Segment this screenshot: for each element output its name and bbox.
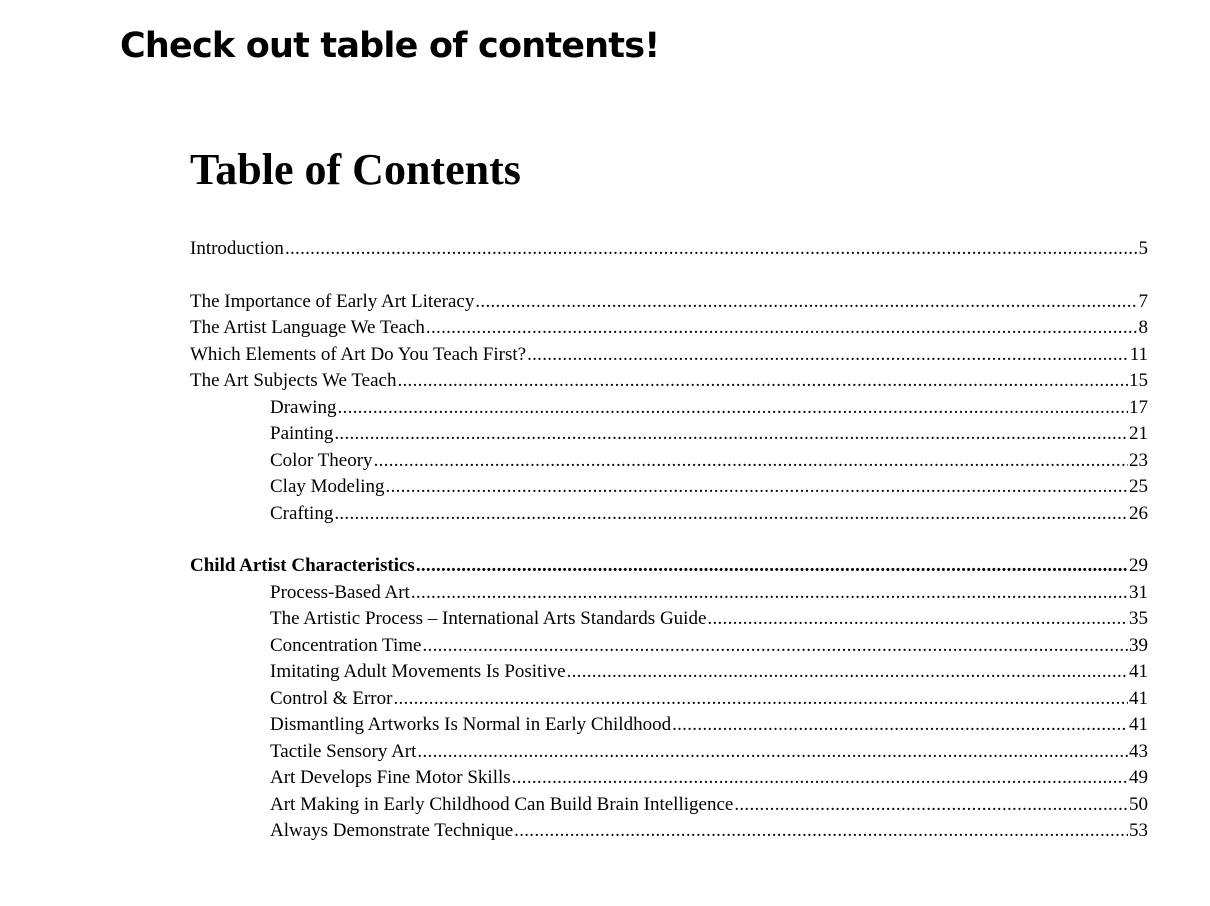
toc-entry-label: Child Artist Characteristics xyxy=(190,555,415,576)
table-of-contents xyxy=(190,236,1148,845)
toc-subentry xyxy=(190,580,1148,607)
dot-leader xyxy=(707,606,1128,633)
toc-subentry xyxy=(190,765,1148,792)
toc-entry-label: The Artist Language We Teach xyxy=(190,317,425,338)
dot-leader xyxy=(475,289,1137,316)
dot-leader xyxy=(334,421,1128,448)
toc-subentry xyxy=(190,633,1148,660)
toc-entry-label: Introduction xyxy=(190,238,284,259)
toc-entry-label: Clay Modeling xyxy=(270,476,385,497)
toc-subentry xyxy=(190,712,1148,739)
toc-entry-label: Art Develops Fine Motor Skills xyxy=(270,767,511,788)
dot-leader xyxy=(334,501,1128,528)
dot-leader xyxy=(672,712,1128,739)
dot-leader xyxy=(567,659,1128,686)
toc-entry-page: 41 xyxy=(1129,687,1148,709)
toc-subentry xyxy=(190,448,1148,475)
dot-leader xyxy=(514,818,1128,845)
toc-entry-page: 23 xyxy=(1129,449,1148,471)
dot-leader xyxy=(337,395,1128,422)
dot-leader xyxy=(416,553,1128,580)
toc-entry-label: Imitating Adult Movements Is Positive xyxy=(270,661,566,682)
toc-entry-label: Which Elements of Art Do You Teach First? xyxy=(190,343,527,365)
toc-subentry xyxy=(190,474,1148,501)
toc-entry-page: 8 xyxy=(1138,317,1148,338)
toc-entry xyxy=(190,368,1148,395)
toc-entry-page: 26 xyxy=(1129,502,1148,524)
toc-entry-page: 17 xyxy=(1129,396,1148,418)
toc-entry xyxy=(190,315,1148,342)
toc-entry-label: The Importance of Early Art Literacy xyxy=(190,290,475,312)
toc-entry-label: The Art Subjects We Teach xyxy=(190,370,397,391)
toc-subentry xyxy=(190,501,1148,528)
toc-entry-label: Dismantling Artworks Is Normal in Early Childhood xyxy=(270,714,672,735)
toc-entry-page: 5 xyxy=(1138,238,1148,259)
toc-entry-label: Color Theory xyxy=(270,449,373,471)
toc-entry-page: 29 xyxy=(1129,555,1148,576)
dot-leader xyxy=(393,686,1128,713)
toc-subentry xyxy=(190,739,1148,766)
toc-entry-page: 49 xyxy=(1129,767,1148,788)
toc-entry-page: 43 xyxy=(1129,740,1148,762)
toc-entry-page: 21 xyxy=(1129,423,1148,444)
dot-leader xyxy=(417,739,1128,766)
toc-entry-label: Concentration Time xyxy=(270,634,422,656)
toc-entry-label: Painting xyxy=(270,423,334,444)
toc-entry-label: Art Making in Early Childhood Can Build Brain Intelligence xyxy=(270,793,734,815)
dot-leader xyxy=(422,633,1128,660)
dot-leader xyxy=(397,368,1128,395)
toc-subentry xyxy=(190,421,1148,448)
toc-entry-page: 25 xyxy=(1129,476,1148,497)
toc-entry-page: 39 xyxy=(1129,634,1148,656)
toc-subentry xyxy=(190,686,1148,713)
toc-entry-label: Drawing xyxy=(270,396,337,418)
toc-entry-page: 41 xyxy=(1129,714,1148,735)
toc-entry-page: 7 xyxy=(1138,290,1148,312)
toc-subentry xyxy=(190,792,1148,819)
dot-leader xyxy=(512,765,1128,792)
toc-entry-page: 35 xyxy=(1129,608,1148,629)
toc-section-entry xyxy=(190,553,1148,580)
toc-entry-page: 11 xyxy=(1129,343,1148,365)
toc-title: Table of Contents xyxy=(190,145,521,194)
toc-subentry xyxy=(190,395,1148,422)
toc-subentry xyxy=(190,818,1148,845)
toc-entry-page: 15 xyxy=(1129,370,1148,391)
toc-subentry xyxy=(190,606,1148,633)
dot-leader xyxy=(285,236,1138,263)
toc-entry-label: Tactile Sensory Art xyxy=(270,740,417,762)
dot-leader xyxy=(411,580,1128,607)
toc-entry-label: Always Demonstrate Technique xyxy=(270,820,514,841)
toc-entry-page: 31 xyxy=(1129,581,1148,603)
toc-subentry xyxy=(190,659,1148,686)
dot-leader xyxy=(527,342,1129,369)
dot-leader xyxy=(734,792,1128,819)
toc-entry xyxy=(190,342,1148,369)
headline: Check out table of contents! xyxy=(120,26,660,66)
toc-entry-page: 53 xyxy=(1129,820,1148,841)
toc-entry xyxy=(190,236,1148,263)
toc-entry-label: The Artistic Process – International Arts Standards Guide xyxy=(270,608,707,629)
dot-leader xyxy=(386,474,1128,501)
toc-entry xyxy=(190,289,1148,316)
dot-leader xyxy=(374,448,1128,475)
toc-entry-label: Process-Based Art xyxy=(270,581,410,603)
toc-entry-page: 50 xyxy=(1129,793,1148,815)
toc-entry-page: 41 xyxy=(1129,661,1148,682)
toc-entry-label: Crafting xyxy=(270,502,334,524)
dot-leader xyxy=(426,315,1138,342)
toc-entry-label: Control & Error xyxy=(270,687,393,709)
